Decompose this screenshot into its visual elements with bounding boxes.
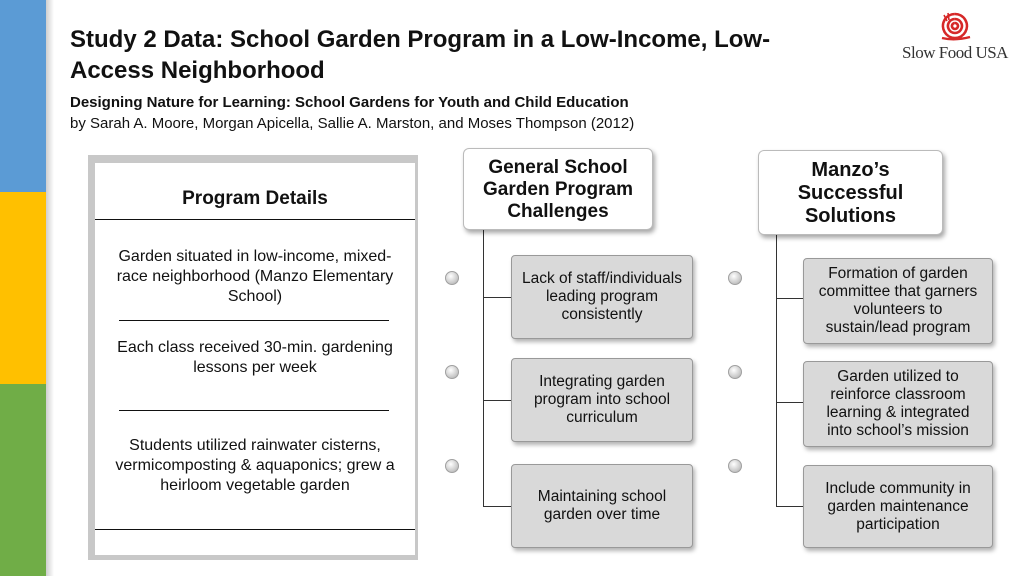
solution-box: [803, 258, 993, 344]
challenges-heading-box: [463, 148, 653, 230]
bullet-dot: [445, 459, 459, 473]
solution-box: [803, 361, 993, 447]
slide-title: Study 2 Data: School Garden Program in a Low-Income, Low-Access Neighborhood: [70, 26, 771, 84]
stripe-green: [0, 384, 46, 576]
solutions-heading-box: [758, 150, 943, 235]
connector-line: [776, 235, 777, 507]
connector-line: [776, 506, 803, 507]
solution-box: [803, 465, 993, 548]
connector-line: [483, 297, 511, 298]
paper-title: Designing Nature for Learning: School Gardens for Youth and Child Education: [70, 94, 629, 111]
bullet-dot: [728, 271, 742, 285]
challenge-box: [511, 255, 693, 339]
solution-text: Formation of garden committee that garners volunteers to sustain/lead program: [818, 265, 978, 336]
stripe-shadow: [46, 0, 54, 576]
connector-line: [483, 230, 484, 507]
solution-text: Include community in garden maintenance participation: [825, 479, 971, 533]
bullet-dot: [445, 365, 459, 379]
paper-authors: by Sarah A. Moore, Morgan Apicella, Sallie A. Marston, and Moses Thompson (2012): [70, 115, 635, 132]
bullet-dot: [728, 459, 742, 473]
connector-line: [776, 298, 803, 299]
bullet-dot: [728, 365, 742, 379]
connector-line: [776, 402, 803, 403]
solution-text: Garden utilized to reinforce classroom learning & integrated into school’s mission: [826, 368, 970, 439]
slow-food-logo: [896, 10, 1014, 70]
program-detail-item: Garden situated in low-income, mixed-race neighborhood (Manzo Elementary School): [116, 248, 394, 305]
divider: [95, 529, 415, 530]
snail-icon: [937, 10, 973, 42]
program-details-heading: Program Details: [182, 188, 328, 209]
program-detail-item: Students utilized rainwater cisterns, vermicomposting & aquaponics; grew a heirloom vegetable garden: [115, 437, 395, 494]
challenges-heading: General School Garden Program Challenges: [483, 157, 633, 222]
stripe-yellow: [0, 192, 46, 384]
divider: [119, 410, 389, 411]
program-detail-item: Each class received 30-min. gardening lessons per week: [117, 339, 393, 376]
solutions-heading: Manzo’s Successful Solutions: [797, 159, 904, 227]
challenge-text: Maintaining school garden over time: [537, 488, 667, 523]
connector-line: [483, 400, 511, 401]
connector-line: [483, 506, 511, 507]
bullet-dot: [445, 271, 459, 285]
challenge-text: Lack of staff/individuals leading program consistently: [522, 270, 682, 323]
divider: [119, 320, 389, 321]
challenge-box: [511, 464, 693, 548]
challenge-box: [511, 358, 693, 442]
logo-text: Slow Food USA: [902, 43, 1008, 62]
program-details-panel: [95, 163, 415, 555]
stripe-blue: [0, 0, 46, 192]
challenge-text: Integrating garden program into school curriculum: [533, 373, 671, 426]
divider: [95, 219, 415, 220]
